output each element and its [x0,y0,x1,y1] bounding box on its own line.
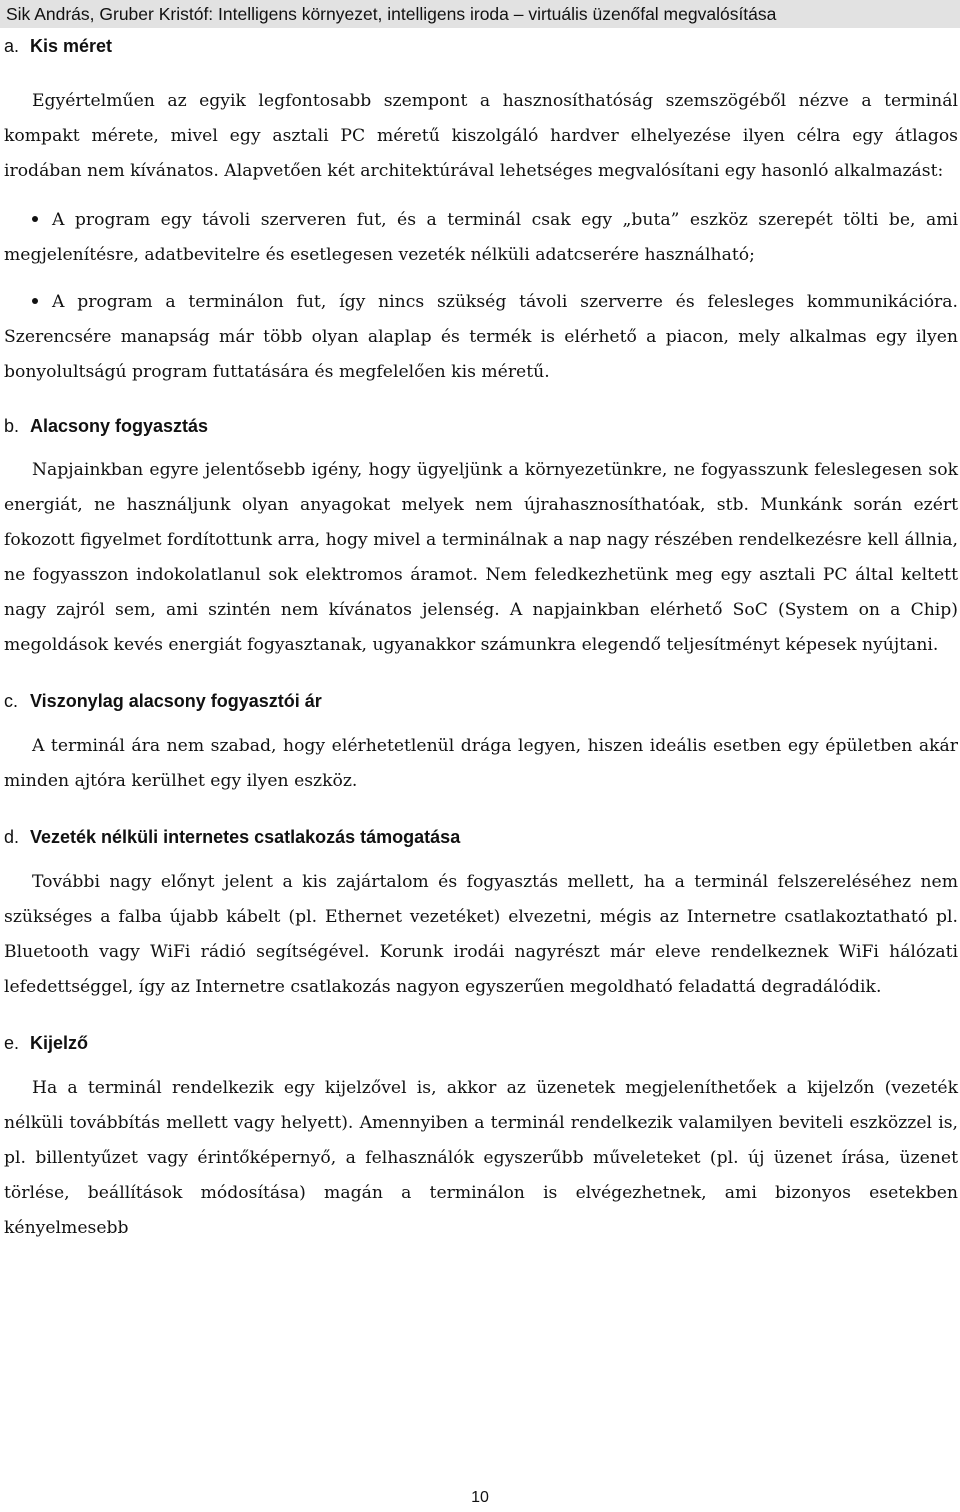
section-c-text: A terminál ára nem szabad, hogy elérhetetlenül drága legyen, hiszen ideális esetben egy épületben akár minden ajtóra kerülhet egy ilyen eszköz. [4,736,958,791]
bullet-item [4,203,958,273]
section-title: Viszonylag alacsony fogyasztói ár [30,691,322,711]
section-label: a. [4,36,20,56]
bullet-text: A program a terminálon fut, így nincs szükség távoli szerverre és felesleges kommunikációra. Szerencsére manapság már több olyan alaplap és termék is elérhető a piacon, mely alkalmas egy ilyen bonyolultságú program futtatására és megfelelően kis méretű. [4,292,958,382]
section-label: d. [4,827,20,847]
page-body [4,32,958,1246]
section-a-intro: Egyértelműen az egyik legfontosabb szempont a hasznosíthatóság szemszögéből nézve a terminál kompakt mérete, mivel egy asztali PC méretű kiszolgáló hardver elhelyezése ilyen célra egy átlagos irodában nem kívánatos. Alapvetően két architektúrával lehetséges megvalósítani egy hasonló alkalmazást: [4,91,958,181]
section-title: Vezeték nélküli internetes csatlakozás támogatása [30,827,461,847]
section-heading-a [4,34,958,58]
bullet-item [4,285,958,390]
bullet-text: A program egy távoli szerveren fut, és a terminál csak egy „buta” eszköz szerepét tölti be, ami megjelenítésre, adatbevitelre és esetlegesen vezeték nélküli adatcserére használható; [4,210,958,265]
section-title: Kis méret [30,36,113,56]
section-heading-e [4,1031,958,1055]
page-number: 10 [471,1489,489,1506]
section-label: b. [4,416,20,436]
section-heading-c [4,689,958,713]
section-e-text: Ha a terminál rendelkezik egy kijelzővel is, akkor az üzenetek megjeleníthetőek a kijelzőn (vezeték nélküli továbbítás mellett vagy helyett). Amennyiben a terminál rendelkezik valamilyen beviteli eszközzel is, pl. billentyűzet vagy érintőképernyő, a felhasználók egyszerűbb műveleteket (pl. új üzenet írása, üzenet törlése, beállítások módosítása) magán a terminálon is elvégezhetnek, ami bizonyos esetekben kényelmesebb [4,1078,958,1238]
section-b-text: Napjainkban egyre jelentősebb igény, hogy ügyeljünk a környezetünkre, ne fogyasszunk feleslegesen sok energiát, ne használjunk olyan anyagokat melyek nem újrahasznosíthatóak, stb. Munkánk során ezért fokozott figyelmet fordítottunk arra, hogy mivel a terminálnak a nap nagy részében rendelkezésre kell állnia, ne fogyasszon indokolatlanul sok elektromos áramot. Nem feledkezhetünk meg egy asztali PC által keltett nagy zajról sem, ami szintén nem kívánatos jelenség. A napjainkban elérhető SoC (System on a Chip) megoldások kevés energiát fogyasztanak, ugyanakkor számunkra elegendő teljesítményt képesek nyújtani. [4,460,958,655]
section-d-text: További nagy előnyt jelent a kis zajártalom és fogyasztás mellett, ha a terminál felszereléséhez nem szükséges a falba újabb kábelt (pl. Ethernet vezetéket) elvezetni, mégis az Internetre csatlakoztatható pl. Bluetooth vagy WiFi rádió segítségével. Korunk irodái nagyrészt már eleve rendelkeznek WiFi hálózati lefedettséggel, így az Internetre csatlakozás nagyon egyszerűen megoldható feladattá degradálódik. [4,872,958,997]
running-header: Sik András, Gruber Kristóf: Intelligens környezet, intelligens iroda – virtuális üzenőfal megvalósítása [0,0,960,28]
section-title: Kijelző [30,1033,89,1053]
bullet-icon [32,298,38,304]
section-heading-b [4,414,958,438]
section-heading-d [4,825,958,849]
bullet-icon [32,216,38,222]
section-label: c. [4,691,19,711]
section-label: e. [4,1033,20,1053]
section-title: Alacsony fogyasztás [30,416,209,436]
